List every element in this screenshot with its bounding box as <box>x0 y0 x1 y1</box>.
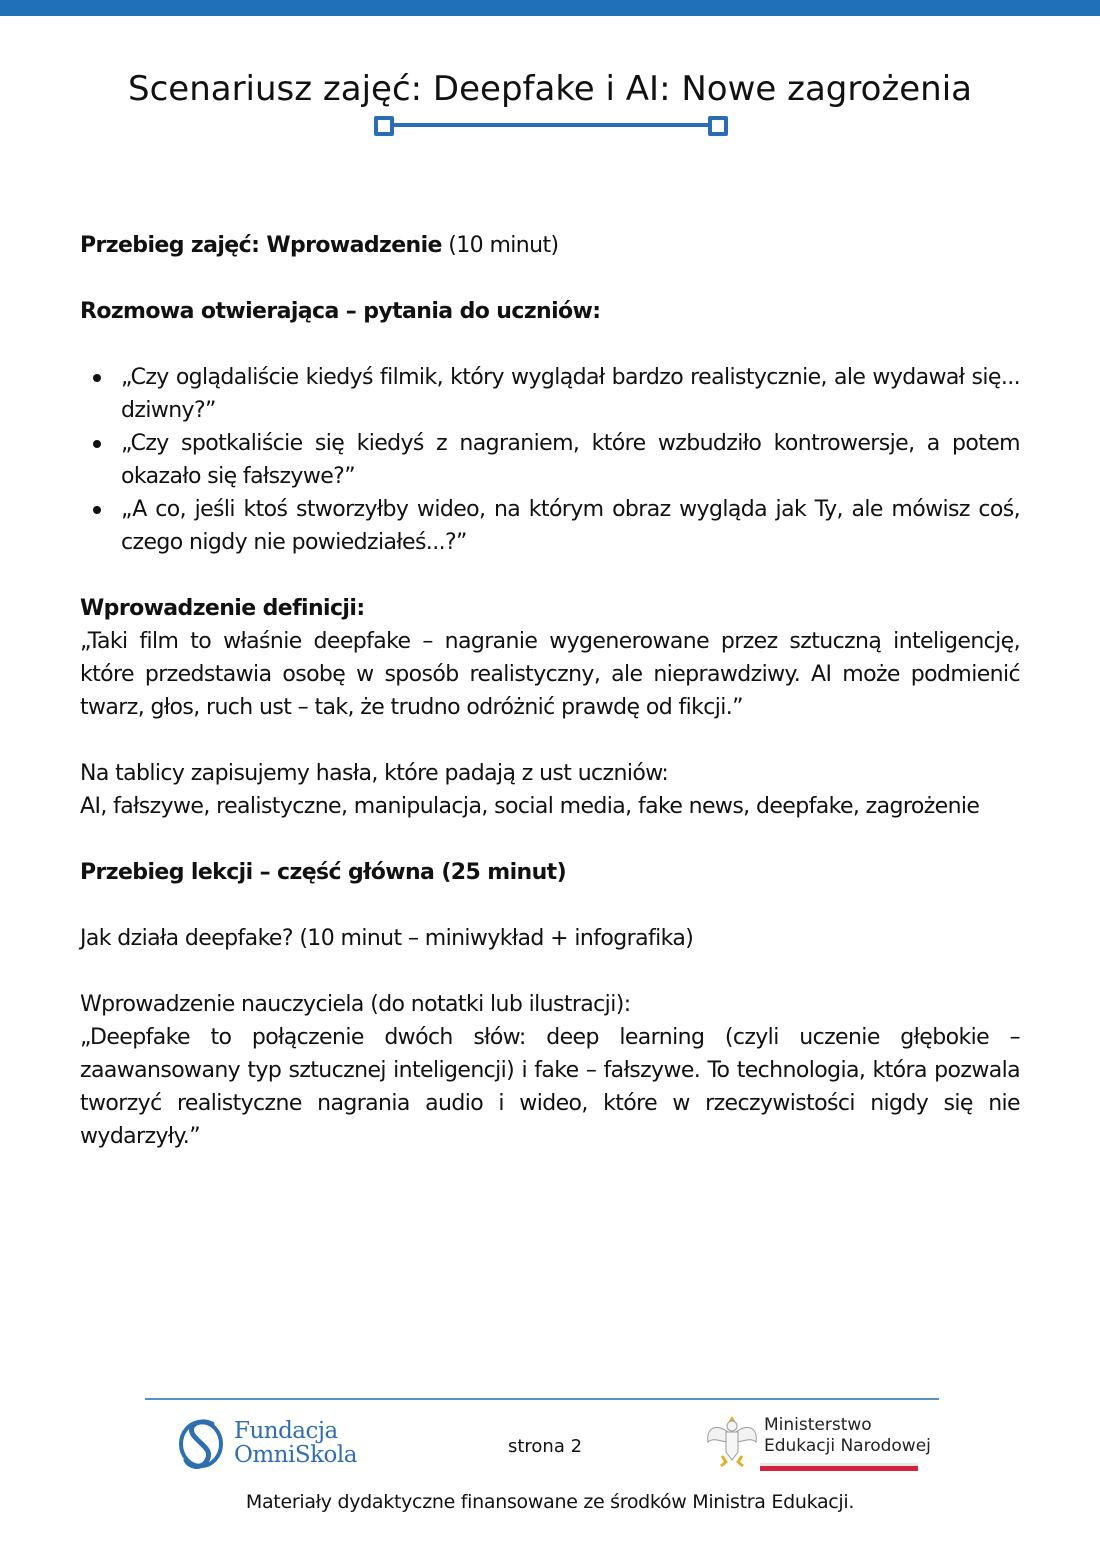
ministry-logo <box>704 1412 931 1472</box>
teacher-intro: Wprowadzenie nauczyciela (do notatki lub ilustracji): <box>80 992 631 1017</box>
footer-divider <box>145 1398 939 1400</box>
main-part-heading: Przebieg lekcji – część główna (25 minut) <box>80 860 567 885</box>
ministry-line-2: Edukacji Narodowej <box>764 1436 931 1456</box>
top-accent-bar <box>0 0 1100 16</box>
intro-heading-duration: (10 minut) <box>441 233 559 258</box>
page-number: strona 2 <box>507 1436 583 1457</box>
omniskola-wordmark <box>234 1419 357 1467</box>
title-divider-ornament <box>374 114 728 136</box>
omniskola-logo <box>176 1415 357 1471</box>
board-intro: Na tablicy zapisujemy hasła, które padają z ust uczniów: <box>80 761 669 786</box>
question-text: „Czy spotkaliście się kiedyś z nagraniem, które wzbudziło kontrowersje, a potem okazało się fałszywe?” <box>121 431 1020 489</box>
list-item <box>80 427 1020 493</box>
how-it-works-line: Jak działa deepfake? (10 minut – miniwykład + infografika) <box>80 926 694 951</box>
ministry-flag-stripe <box>760 1463 918 1471</box>
omniskola-line-1: Fundacja <box>234 1418 338 1444</box>
polish-eagle-icon <box>704 1412 760 1472</box>
definition-text: „Taki film to właśnie deepfake – nagranie wygenerowane przez sztuczną inteligencję, które przedstawia osobę w sposób realistyczny, ale nieprawdziwy. AI może podmienić twarz, głos, ruch ust – tak, że trudno odróżnić prawdę od fikcji.” <box>80 629 1020 720</box>
question-text: „Czy oglądaliście kiedyś filmik, który wyglądał bardzo realistycznie, ale wydawał się... dziwny?” <box>121 365 1020 423</box>
questions-list <box>80 361 1020 559</box>
bullet-icon <box>93 506 101 514</box>
board-keywords: AI, fałszywe, realistyczne, manipulacja, social media, fake news, deepfake, zagrożenie <box>80 794 980 819</box>
bullet-icon <box>93 440 101 448</box>
omniskola-s-icon <box>176 1416 226 1470</box>
funding-note: Materiały dydaktyczne finansowane ze środków Ministra Edukacji. <box>245 1491 855 1513</box>
bullet-icon <box>93 374 101 382</box>
page-title: Scenariusz zajęć: Deepfake i AI: Nowe zagrożenia <box>128 68 972 109</box>
intro-heading-bold: Przebieg zajęć: Wprowadzenie <box>80 233 442 258</box>
list-item <box>80 493 1020 559</box>
definition-heading: Wprowadzenie definicji: <box>80 596 365 621</box>
opening-heading: Rozmowa otwierająca – pytania do uczniów: <box>80 299 601 324</box>
teacher-quote: „Deepfake to połączenie dwóch słów: deep learning (czyli uczenie głębokie – zaawansowany typ sztucznej inteligencji) i fake – fałszywe. To technologia, która pozwala tworzyć realistyczne nagrania audio i wideo, które w rzeczywistości nigdy się nie wydarzyły.” <box>80 1025 1020 1149</box>
divider-line <box>386 123 716 127</box>
ministry-line-1: Ministerstwo <box>764 1415 872 1435</box>
omniskola-line-2: OmniSkola <box>234 1442 357 1468</box>
ministry-name <box>764 1412 931 1457</box>
question-text: „A co, jeśli ktoś stworzyłby wideo, na którym obraz wygląda jak Ty, ale mówisz coś, czego nigdy nie powiedziałeś...?” <box>121 497 1020 555</box>
divider-square-right <box>708 116 728 136</box>
divider-square-left <box>374 116 394 136</box>
intro-heading <box>80 229 1020 262</box>
document-body <box>80 229 1020 1153</box>
ministry-text-block <box>760 1412 931 1471</box>
list-item <box>80 361 1020 427</box>
